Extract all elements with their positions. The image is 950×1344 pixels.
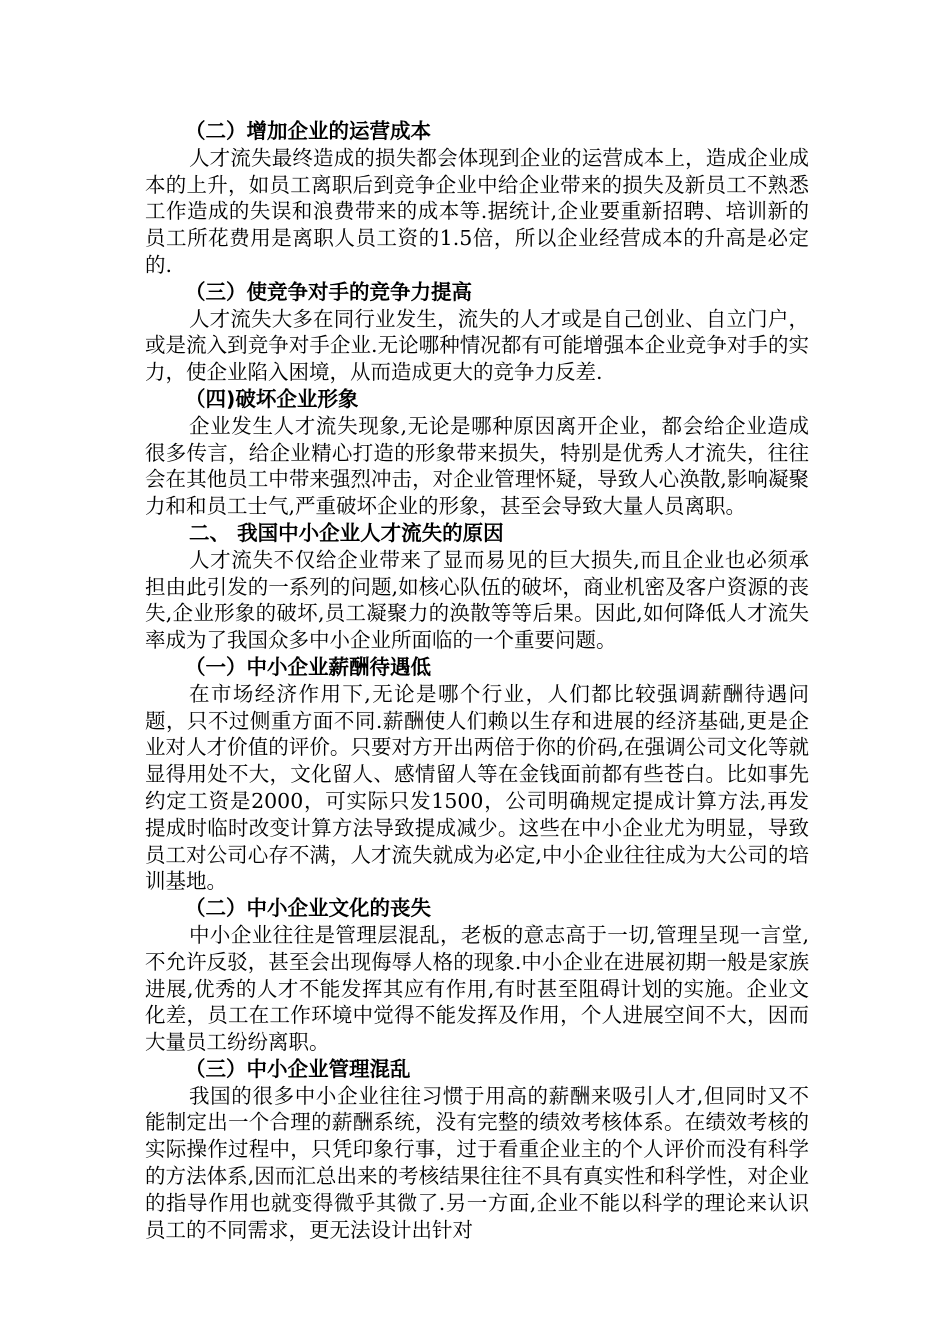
document-page [145, 118, 809, 1243]
section-paragraph: 中小企业往往是管理层混乱，老板的意志高于一切,管理呈现一言堂,不允许反驳，甚至会出现侮辱人格的现象.中小企业在进展初期一般是家族进展,优秀的人才不能发挥其应有作用,有时甚至阻碍计划的实施。企业文化差，员工在工作环境中觉得不能发挥及作用，个人进展空间不大，因而大量员工纷纷离职。 [145, 922, 809, 1055]
section-heading: （一）中小企业薪酬待遇低 [185, 654, 431, 679]
section-paragraph: 人才流失大多在同行业发生，流失的人才或是自己创业、自立门户，或是流入到竞争对手企业.无论哪种情况都有可能增强本企业竞争对手的实力，使企业陷入困境，从而造成更大的竞争力反差. [145, 306, 809, 385]
section-paragraph: 在市场经济作用下,无论是哪个行业，人们都比较强调薪酬待遇问题，只不过侧重方面不同.薪酬使人们赖以生存和进展的经济基础,更是企业对人才价值的评价。只要对方开出两倍于你的价码,在强调公司文化等就显得用处不大，文化留人、感情留人等在金钱面前都有些苍白。比如事先约定工资是2000，可实际只发1500，公司明确规定提成计算方法,再发提成时临时改变计算方法导致提成减少。这些在中小企业尤为明显，导致员工对公司心存不满，人才流失就成为必定,中小企业往往成为大公司的培训基地。 [145, 681, 809, 894]
section-heading: （三）中小企业管理混乱 [185, 1056, 411, 1081]
chapter-heading: 二、 我国中小企业人才流失的原因 [189, 520, 504, 545]
section-heading: （二）增加企业的运营成本 [185, 119, 431, 143]
section-paragraph: 人才流失不仅给企业带来了显而易见的巨大损失,而且企业也必须承担由此引发的一系列的问题,如核心队伍的破坏，商业机密及客户资源的丧失,企业形象的破坏,员工凝聚力的涣散等等后果。因此,如何降低人才流失率成为了我国众多中小企业所面临的一个重要问题。 [145, 547, 809, 653]
section-heading: （四)破坏企业形象 [185, 386, 359, 411]
section-heading: （三）使竞争对手的竞争力提高 [185, 279, 472, 304]
section-paragraph: 人才流失最终造成的损失都会体现到企业的运营成本上，造成企业成本的上升，如员工离职后到竞争企业中给企业带来的损失及新员工不熟悉工作造成的失误和浪费带来的成本等.据统计,企业要重新招聘、培训新的员工所花费用是离职人员工资的1.5倍，所以企业经营成本的升高是必定的. [145, 145, 809, 277]
section-paragraph: 我国的很多中小企业往往习惯于用高的薪酬来吸引人才,但同时又不能制定出一个合理的薪酬系统，没有完整的绩效考核体系。在绩效考核的实际操作过程中，只凭印象行事，过于看重企业主的个人评价而没有科学的方法体系,因而汇总出来的考核结果往往不具有真实性和科学性，对企业的指导作用也就变得微乎其微了.另一方面,企业不能以科学的理论来认识员工的不同需求，更无法设计出针对 [145, 1083, 809, 1242]
section-heading: （二）中小企业文化的丧失 [185, 896, 431, 921]
section-paragraph: 企业发生人才流失现象,无论是哪种原因离开企业，都会给企业造成很多传言，给企业精心打造的形象带来损失，特别是优秀人才流失，往往会在其他员工中带来强烈冲击，对企业管理怀疑，导致人心涣散,影响凝聚力和和员工士气,严重破坏企业的形象，甚至会导致大量人员离职。 [145, 413, 809, 519]
